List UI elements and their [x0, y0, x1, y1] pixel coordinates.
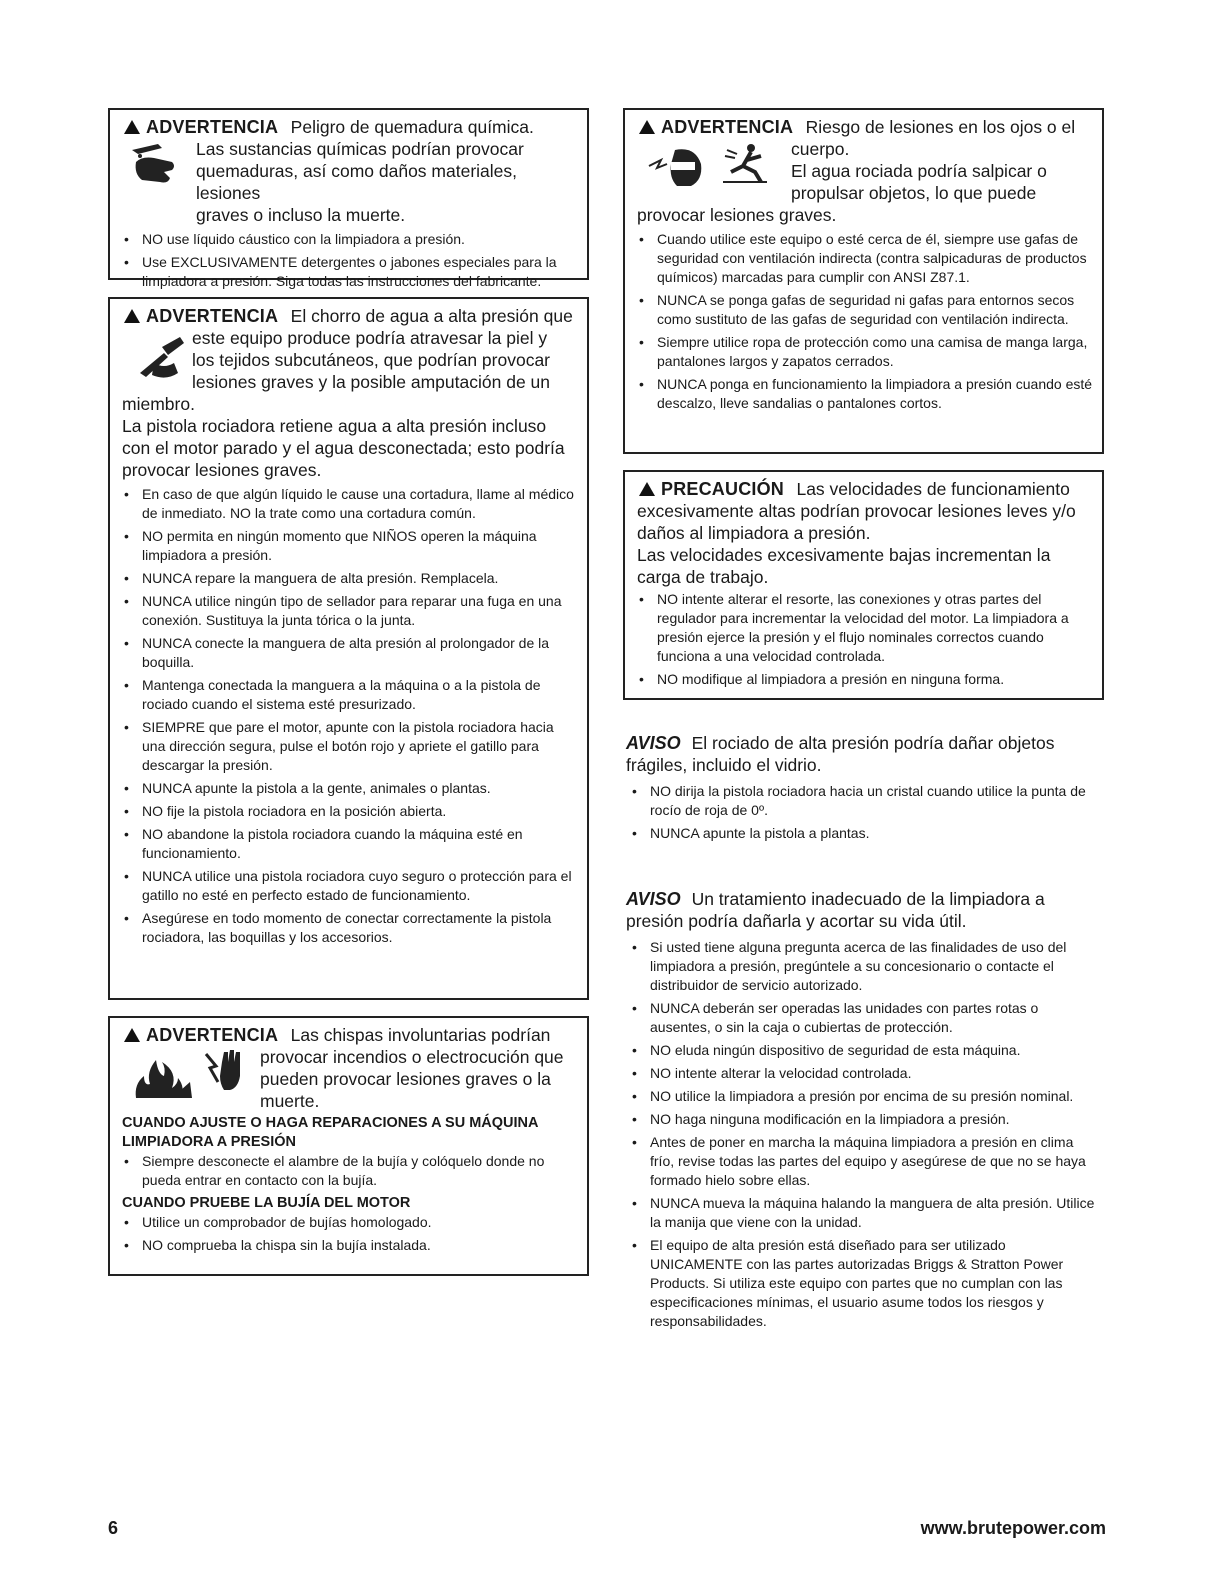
warning-text-line: muerte. — [260, 1091, 320, 1111]
list-item: • Siempre desconecte el alambre de la bujía y colóquelo donde no pueda entrar en contacto con la bujía. — [118, 1152, 579, 1190]
list-item: • En caso de que algún líquido le cause una cortadura, llame al médico de inmediato. NO la trate como una cortadura común. — [118, 485, 579, 523]
fluid-injection-icon — [134, 333, 188, 383]
warning-text-line: cuerpo. — [791, 139, 850, 159]
warning-box-high-pressure — [108, 297, 589, 1000]
warning-list — [118, 1213, 579, 1255]
notice-improper-treatment — [626, 888, 1100, 1335]
list-item: • NO comprueba la chispa sin la bujía instalada. — [118, 1236, 579, 1255]
warning-text-line: lesiones graves y la posible amputación de un — [192, 372, 550, 392]
list-item: • NO haga ninguna modificación en la limpiadora a presión. — [626, 1110, 1100, 1129]
notice-label: AVISO — [626, 889, 681, 909]
caution-box-speed — [623, 470, 1104, 700]
list-item: • NUNCA apunte la pistola a plantas. — [626, 824, 1096, 843]
list-item: • NO intente alterar la velocidad controlada. — [626, 1064, 1100, 1083]
list-item: • Asegúrese en todo momento de conectar correctamente la pistola rociadora, las boquillas y los accesorios. — [118, 909, 579, 947]
list-item: • NUNCA apunte la pistola a la gente, animales o plantas. — [118, 779, 579, 798]
caution-text: excesivamente altas podrían provocar lesiones leves y/o daños al limpiadora a presión. — [637, 501, 1076, 543]
warning-triangle-icon — [639, 120, 655, 134]
list-item: • Cuando utilice este equipo o esté cerca de él, siempre use gafas de seguridad con ventilación indirecta (contra salpicaduras de productos químicos) marcadas para cumplir con ANSI Z87.1. — [633, 230, 1094, 287]
warning-triangle-icon — [124, 120, 140, 134]
warning-box-sparks — [108, 1016, 589, 1276]
list-item: • SIEMPRE que pare el motor, apunte con la pistola rociadora hacia una dirección segura, pulse el botón rojo y apriete el gatillo para descargar la presión. — [118, 718, 579, 775]
notice-list — [626, 938, 1100, 1331]
caution-headline: Las velocidades de funcionamiento — [796, 479, 1070, 499]
warning-list — [633, 230, 1094, 413]
warning-text-line: provocar incendios o electrocución que — [260, 1047, 564, 1067]
list-item: • NO eluda ningún dispositivo de seguridad de esta máquina. — [626, 1041, 1100, 1060]
list-item: • NUNCA utilice una pistola rociadora cuyo seguro o protección para el gatillo no esté en perfecto estado de funcionamiento. — [118, 867, 579, 905]
list-item: • Siempre utilice ropa de protección como una camisa de manga larga, pantalones largos y zapatos cerrados. — [633, 333, 1094, 371]
notice-fragile-objects — [626, 732, 1096, 847]
list-item: • NO dirija la pistola rociadora hacia un cristal cuando utilice la punta de rocío de roja de 0º. — [626, 782, 1096, 820]
warning-text-line: graves o incluso la muerte. — [196, 205, 406, 225]
signal-word: ADVERTENCIA — [146, 306, 279, 326]
signal-word: ADVERTENCIA — [146, 1025, 279, 1045]
notice-label: AVISO — [626, 733, 681, 753]
notice-headline: El rociado de alta presión podría dañar objetos frágiles, incluido el vidrio. — [626, 733, 1055, 775]
website-url: www.brutepower.com — [920, 1518, 1106, 1538]
list-item: • NUNCA utilice ningún tipo de sellador para reparar una fuga en una conexión. Sustituya la junta tórica o la junta. — [118, 592, 579, 630]
warning-headline: El chorro de agua a alta presión que — [290, 306, 573, 326]
warning-text-line: provocar lesiones graves. — [637, 205, 837, 225]
list-item: • NUNCA repare la manguera de alta presión. Remplacela. — [118, 569, 579, 588]
warning-headline: Las chispas involuntarias podrían — [290, 1025, 551, 1045]
warning-list — [118, 485, 579, 947]
notice-headline: Un tratamiento inadecuado de la limpiadora a presión podría dañarla y acortar su vida útil. — [626, 889, 1045, 931]
warning-triangle-icon — [124, 1028, 140, 1042]
warning-list — [118, 230, 579, 291]
list-item: • NO intente alterar el resorte, las conexiones y otras partes del regulador para incrementar la velocidad del motor. La limpiadora a presión ejerce la presión y el flujo nominales correctos cuando funciona a una velocidad controlada. — [633, 590, 1094, 666]
warning-text-line: pueden provocar lesiones graves o la — [260, 1069, 551, 1089]
warning-text-line: este equipo produce podría atravesar la piel y — [192, 328, 548, 348]
signal-word: PRECAUCIÓN — [661, 479, 785, 499]
list-item: • NUNCA conecte la manguera de alta presión al prolongador de la boquilla. — [118, 634, 579, 672]
shock-icon — [202, 1048, 246, 1094]
list-item: • Mantenga conectada la manguera a la máquina o a la pistola de rociado cuando el sistema esté presurizado. — [118, 676, 579, 714]
list-item: • NUNCA ponga en funcionamiento la limpiadora a presión cuando esté descalzo, lleve sandalias o pantalones cortos. — [633, 375, 1094, 413]
caution-text: Las velocidades excesivamente bajas incrementan la carga de trabajo. — [637, 545, 1051, 587]
list-item: • NO modifique al limpiadora a presión en ninguna forma. — [633, 670, 1094, 689]
warning-text-line: propulsar objetos, lo que puede — [791, 183, 1037, 203]
fire-icon — [132, 1054, 194, 1100]
list-item: • Utilice un comprobador de bujías homologado. — [118, 1213, 579, 1232]
eye-protection-icon — [647, 144, 705, 188]
list-item: • Antes de poner en marcha la máquina limpiadora a presión en clima frío, revise todas las partes del equipo y asegúrese de que no se haya formado hielo sobre ellas. — [626, 1133, 1100, 1190]
warning-text-line: El agua rociada podría salpicar o — [791, 161, 1047, 181]
list-item: • NUNCA mueva la máquina halando la manguera de alta presión. Utilice la manija que viene con la unidad. — [626, 1194, 1100, 1232]
list-item: • NUNCA deberán ser operadas las unidades con partes rotas o ausentes, o sin la caja o cubiertas de protección. — [626, 999, 1100, 1037]
list-item: • El equipo de alta presión está diseñado para ser utilizado UNICAMENTE con las partes autorizadas Briggs & Stratton Power Products. Si utiliza este equipo con partes que no cumplan con las especificaciones mínimas, el usuario asume todos los riesgos y responsabilidades. — [626, 1236, 1100, 1331]
warning-text-line: Las sustancias químicas podrían provocar — [196, 139, 524, 159]
warning-headline: Peligro de quemadura química. — [290, 117, 534, 137]
flying-objects-icon — [721, 142, 771, 186]
list-item: • Si usted tiene alguna pregunta acerca de las finalidades de uso del limpiadora a presión, pregúntele a su concesionario o contacte el distribuidor de servicio autorizado. — [626, 938, 1100, 995]
section-subheading: CUANDO PRUEBE LA BUJÍA DEL MOTOR — [122, 1195, 411, 1211]
warning-text-line: miembro. — [122, 394, 195, 414]
list-item: • NO utilice la limpiadora a presión por encima de su presión nominal. — [626, 1087, 1100, 1106]
warning-box-eye-injury — [623, 108, 1104, 454]
warning-text-line: los tejidos subcutáneos, que podrían provocar — [192, 350, 551, 370]
section-subheading: CUANDO AJUSTE O HAGA REPARACIONES A SU MÁQUINA LIMPIADORA A PRESIÓN — [122, 1115, 538, 1150]
list-item: • Use EXCLUSIVAMENTE detergentes o jabones especiales para la limpiadora a presión. Siga todas las instrucciones del fabricante. — [118, 253, 579, 291]
list-item: • NO permita en ningún momento que NIÑOS operen la máquina limpiadora a presión. — [118, 527, 579, 565]
warning-triangle-icon — [124, 309, 140, 323]
list-item: • NO abandone la pistola rociadora cuando la máquina esté en funcionamiento. — [118, 825, 579, 863]
warning-paragraph: La pistola rociadora retiene agua a alta presión incluso con el motor parado y el agua desconectada; esto podría provocar lesiones graves. — [122, 416, 565, 480]
signal-word: ADVERTENCIA — [146, 117, 279, 137]
warning-box-chemical — [108, 108, 589, 289]
list-item: • NO use líquido cáustico con la limpiadora a presión. — [118, 230, 579, 249]
signal-word: ADVERTENCIA — [661, 117, 794, 137]
warning-list — [118, 1152, 579, 1190]
list-item: • NO fije la pistola rociadora en la posición abierta. — [118, 802, 579, 821]
warning-triangle-icon — [639, 482, 655, 496]
notice-list — [626, 782, 1096, 843]
warning-text-line: quemaduras, así como daños materiales, lesiones — [196, 161, 517, 203]
caution-list — [633, 590, 1094, 689]
list-item: • NUNCA se ponga gafas de seguridad ni gafas para entornos secos como sustituto de las gafas de seguridad con ventilación indirecta. — [633, 291, 1094, 329]
chemical-burn-icon — [128, 140, 178, 190]
page-number: 6 — [108, 1518, 119, 1538]
warning-headline: Riesgo de lesiones en los ojos o el — [805, 117, 1076, 137]
